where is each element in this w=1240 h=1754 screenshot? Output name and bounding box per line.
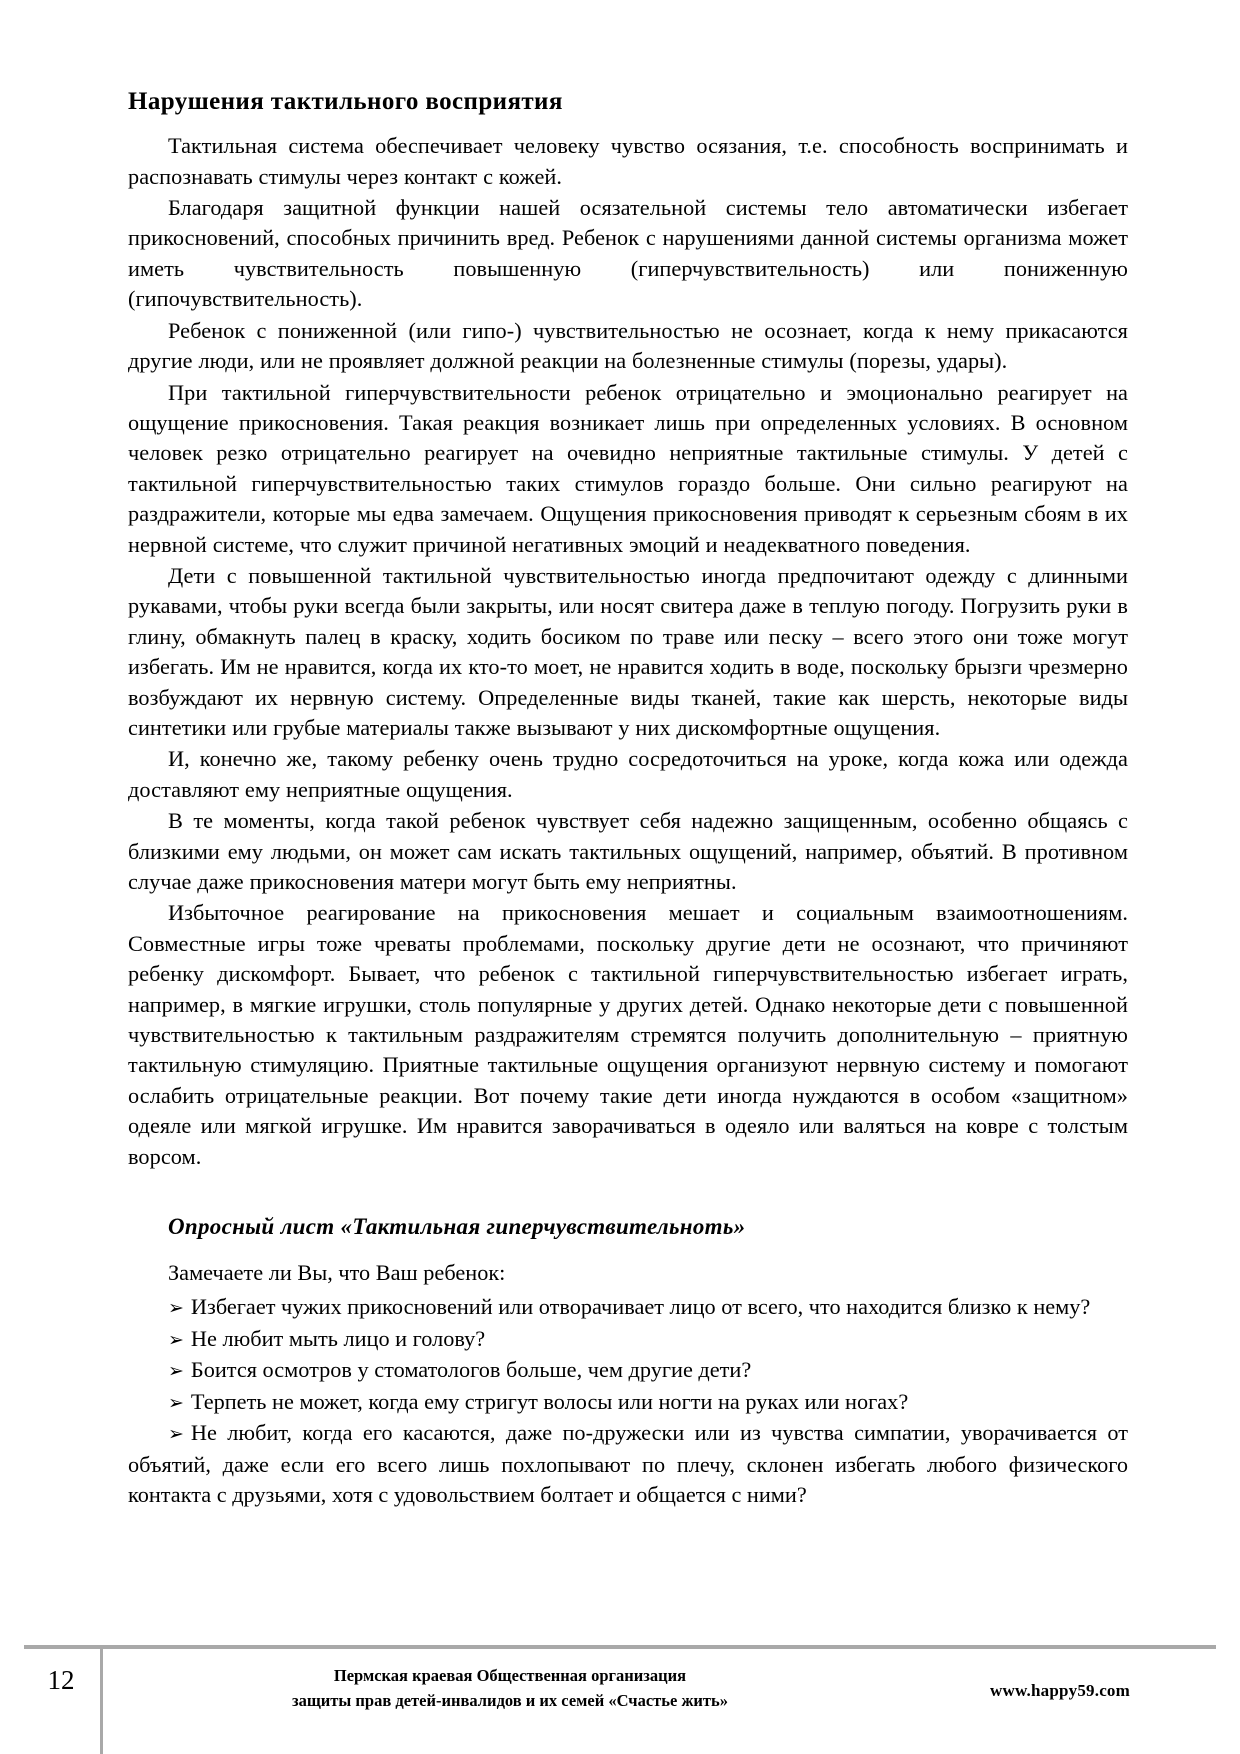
list-item [128,1418,1128,1510]
list-item-label: Не любит мыть лицо и голову? [190,1325,486,1351]
body-paragraph: Тактильная система обеспечивает человеку чувство осязания, т.е. способность воспринимать и распознавать стимулы через контакт с кожей. [128,133,1128,189]
body-paragraph: При тактильной гиперчувствительности ребенок отрицательно и эмоционально реагирует на ощущение прикосновения. Такая реакция возникает лишь при определенных условиях. В основном человек резко отрицательно реагирует на очевидно неприятные тактильные стимулы. У детей с тактильной гиперчувствительностью таких стимулов гораздо больше. Они сильно реагируют на раздражители, которые мы едва замечаем. Ощущения прикосновения приводят к серьезным сбоям в их нервной системе, что служит причиной негативных эмоций и неадекватного поведения. [128,379,1128,557]
footer-website-link[interactable]: www.happy59.com [990,1681,1130,1700]
list-item [128,1355,1128,1386]
list-item [128,1387,1128,1418]
footer-organization [160,1663,860,1713]
page-content [128,86,1128,1510]
arrow-bullet-icon: ➢ [168,1328,184,1351]
list-item-label: Избегает чужих прикосновений или отворачивает лицо от всего, что находится близко к нему? [190,1294,1091,1320]
body-paragraph: Дети с повышенной тактильной чувствительностью иногда предпочитают одежду с длинными рукавами, чтобы руки всегда были закрыты, или носят свитера даже в теплую погоду. Погрузить руки в глину, обмакнуть палец в краску, ходить босиком по траве или песку – всего этого они тоже могут избегать. Им не нравится, когда их кто-то моет, не нравится ходить в воде, поскольку брызги чрезмерно возбуждают их нервную систему. Определенные виды тканей, такие как шерсть, некоторые виды синтетики или грубые материалы также вызывают у них дискомфортные ощущения. [128,562,1128,740]
list-item-label: Боится осмотров у стоматологов больше, чем другие дети? [190,1357,752,1383]
questionnaire-prompt: Замечаете ли Вы, что Ваш ребенок: [168,1260,506,1286]
footer-organization-line-2: защиты прав детей-инвалидов и их семей «Счастье жить» [291,1691,729,1710]
arrow-bullet-icon: ➢ [168,1423,184,1446]
footer-organization-line-1: Пермская краевая Общественная организация [333,1666,687,1685]
list-item [128,1324,1128,1355]
page-title: Нарушения тактильного восприятия [128,88,563,115]
arrow-bullet-icon: ➢ [168,1360,184,1383]
footer-horizontal-rule [24,1645,1216,1649]
list-item [128,1292,1128,1323]
footer-vertical-divider [100,1649,103,1754]
page-footer [0,1645,1240,1754]
section-subtitle: Опросный лист «Тактильная гиперчувствительноть» [168,1214,746,1240]
body-paragraph: В те моменты, когда такой ребенок чувствует себя надежно защищенным, особенно общаясь с близкими ему людьми, он может сам искать тактильных ощущений, например, объятий. В противном случае даже прикосновения матери могут быть ему неприятны. [128,808,1128,894]
body-paragraph: Избыточное реагирование на прикосновения мешает и социальным взаимоотношениям. Совместные игры тоже чреваты проблемами, поскольку другие дети не осознают, что причиняют ребенку дискомфорт. Бывает, что ребенок с тактильной гиперчувствительностью избегает играть, например, в мягкие игрушки, столь популярные у других детей. Однако некоторые дети с повышенной чувствительностью к тактильным раздражителям стремятся получить дополнительную – приятную тактильную стимуляцию. Приятные тактильные ощущения организуют нервную систему и помогают ослабить отрицательные реакции. Вот почему такие дети иногда нуждаются в особом «защитном» одеяле или мягкой игрушке. Им нравится заворачиваться в одеяло или валяться на ковре с толстым ворсом. [128,900,1128,1169]
list-item-label: Терпеть не может, когда ему стригут волосы или ногти на руках или ногах? [190,1388,909,1414]
list-item-label: Не любит, когда его касаются, даже по-дружески или из чувства симпатии, уворачивается от объятий, даже если его всего лишь похлопывают по плечу, склонен избегать любого физического контакта с друзьями, хотя с удовольствием болтает и общается с ними? [128,1420,1128,1507]
arrow-bullet-icon: ➢ [168,1391,184,1414]
questionnaire-list [128,1292,1128,1510]
page-number: 12 [47,1665,75,1695]
body-paragraph: Ребенок с пониженной (или гипо-) чувствительностью не осознает, когда к нему прикасаются другие люди, или не проявляет должной реакции на болезненные стимулы (порезы, удары). [128,317,1128,374]
arrow-bullet-icon: ➢ [168,1297,184,1320]
body-paragraph: Благодаря защитной функции нашей осязательной системы тело автоматически избегает прикосновений, способных причинить вред. Ребенок с нарушениями данной системы организма может иметь чувствительность повышенную (гиперчувствительность) или пониженную (гипочувствительность). [128,195,1128,312]
body-paragraph: И, конечно же, такому ребенку очень трудно сосредоточиться на уроке, когда кожа или одежда доставляют ему неприятные ощущения. [128,746,1128,802]
